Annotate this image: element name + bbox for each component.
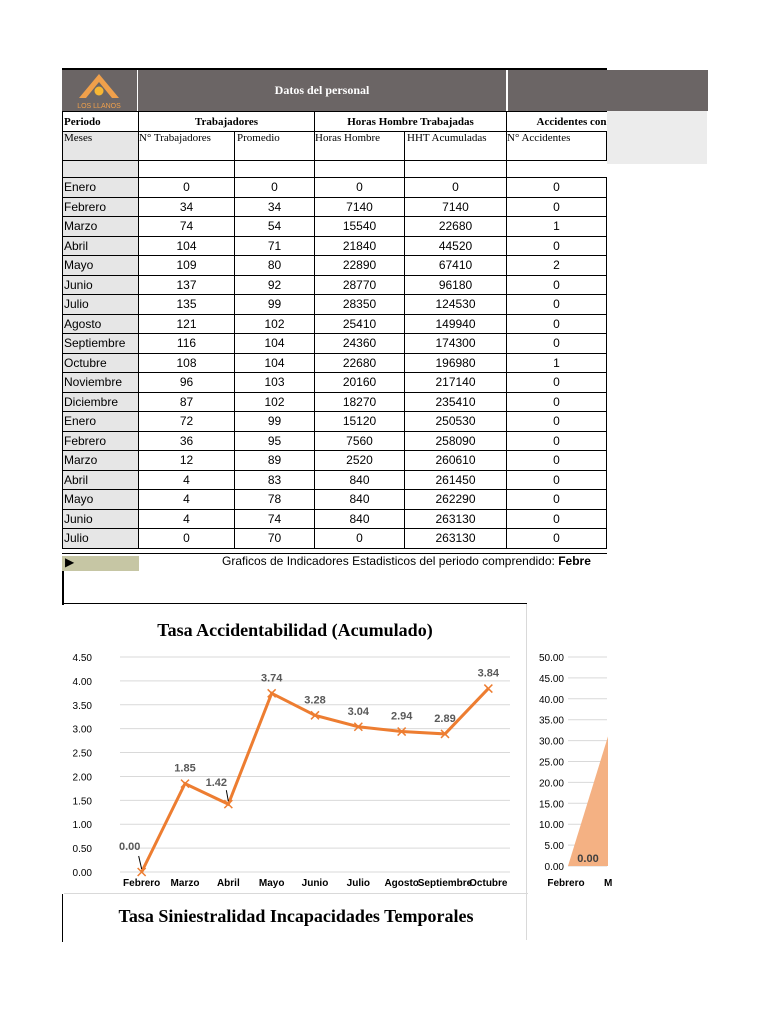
spacer-cell bbox=[507, 161, 607, 178]
data-label: 1.85 bbox=[174, 762, 196, 775]
value-cell: 92 bbox=[235, 275, 315, 295]
value-cell: 67410 bbox=[405, 256, 507, 276]
value-cell: 0 bbox=[507, 529, 607, 549]
horas-header: Horas Hombre Trabajadas bbox=[315, 112, 507, 132]
x-tick-label: Julio bbox=[346, 878, 371, 889]
value-cell: 2 bbox=[507, 256, 607, 276]
spacer-cell bbox=[235, 161, 315, 178]
x-tick-label: Septiembre bbox=[417, 878, 473, 889]
graficos-caption bbox=[222, 554, 591, 568]
value-cell: 78 bbox=[235, 490, 315, 510]
accidentabilidad-chart bbox=[64, 604, 526, 893]
table-row bbox=[63, 470, 607, 490]
table-row bbox=[63, 197, 607, 217]
value-cell: 109 bbox=[139, 256, 235, 276]
value-cell: 96 bbox=[139, 373, 235, 393]
value-cell: 0 bbox=[507, 373, 607, 393]
value-cell: 22680 bbox=[315, 353, 405, 373]
play-arrow-icon: ▶ bbox=[65, 555, 75, 569]
y-tick-label: 50.00 bbox=[538, 653, 564, 664]
value-cell: 103 bbox=[235, 373, 315, 393]
logo-text: LOS LLANOS bbox=[77, 103, 121, 110]
spacer-cell bbox=[405, 161, 507, 178]
table-column-header-row bbox=[63, 132, 607, 161]
value-cell: 196980 bbox=[405, 353, 507, 373]
value-cell: 70 bbox=[235, 529, 315, 549]
data-label: 2.89 bbox=[434, 712, 456, 725]
month-cell: Junio bbox=[63, 509, 139, 529]
value-cell: 28770 bbox=[315, 275, 405, 295]
value-cell: 137 bbox=[139, 275, 235, 295]
value-cell: 261450 bbox=[405, 470, 507, 490]
month-cell: Enero bbox=[63, 412, 139, 432]
month-cell: Febrero bbox=[63, 197, 139, 217]
data-label: 2.94 bbox=[390, 710, 413, 723]
value-cell: 174300 bbox=[405, 334, 507, 354]
y-tick-label: 0.00 bbox=[72, 868, 92, 879]
data-label: 3.28 bbox=[304, 694, 326, 707]
table-row bbox=[63, 509, 607, 529]
spacer-cell bbox=[315, 161, 405, 178]
value-cell: 34 bbox=[139, 197, 235, 217]
value-cell: 124530 bbox=[405, 295, 507, 315]
value-cell: 0 bbox=[507, 295, 607, 315]
value-cell: 0 bbox=[405, 178, 507, 198]
siniestralidad-chart-title: Tasa Siniestralidad Incapacidades Temporales bbox=[118, 906, 474, 926]
horas-hombre-column-header: Horas Hombre bbox=[315, 132, 405, 161]
month-cell: Abril bbox=[63, 470, 139, 490]
table-row bbox=[63, 334, 607, 354]
data-label: 0.00 bbox=[118, 841, 141, 853]
y-tick-label: 35.00 bbox=[538, 715, 564, 727]
month-cell: Mayo bbox=[63, 256, 139, 276]
y-tick-label: 4.50 bbox=[72, 653, 92, 664]
value-cell: 840 bbox=[315, 470, 405, 490]
datos-personal-header: Datos del personal bbox=[138, 70, 506, 111]
value-cell: 74 bbox=[139, 217, 235, 237]
table-spacer-row bbox=[63, 161, 607, 178]
hht-acumuladas-column-header: HHT Acumuladas bbox=[405, 132, 507, 161]
value-cell: 0 bbox=[507, 314, 607, 334]
table-row bbox=[63, 490, 607, 510]
data-label: 3.04 bbox=[347, 705, 370, 718]
table-row bbox=[63, 275, 607, 295]
value-cell: 7140 bbox=[315, 197, 405, 217]
value-cell: 102 bbox=[235, 314, 315, 334]
graficos-caption-text: Graficos de Indicadores Estadisticos del periodo comprendido: bbox=[222, 554, 559, 568]
table-row bbox=[63, 373, 607, 393]
spacer-cell bbox=[139, 161, 235, 178]
value-cell: 0 bbox=[139, 178, 235, 198]
value-cell: 18270 bbox=[315, 392, 405, 412]
value-cell: 0 bbox=[507, 392, 607, 412]
value-cell: 263130 bbox=[405, 529, 507, 549]
value-cell: 121 bbox=[139, 314, 235, 334]
trabajadores-header: Trabajadores bbox=[139, 112, 315, 132]
y-tick-label: 2.00 bbox=[72, 772, 92, 784]
y-tick-label: 15.00 bbox=[538, 799, 564, 811]
y-tick-label: 5.00 bbox=[544, 841, 564, 853]
second-chart bbox=[528, 604, 613, 893]
value-cell: 0 bbox=[507, 275, 607, 295]
value-cell: 0 bbox=[507, 236, 607, 256]
value-cell: 4 bbox=[139, 470, 235, 490]
y-tick-label: 3.00 bbox=[72, 724, 92, 736]
value-cell: 36 bbox=[139, 431, 235, 451]
value-cell: 262290 bbox=[405, 490, 507, 510]
accidentes-header: Accidentes con bbox=[507, 112, 607, 132]
data-label: 0.00 bbox=[577, 853, 599, 865]
value-cell: 34 bbox=[235, 197, 315, 217]
month-cell: Septiembre bbox=[63, 334, 139, 354]
y-tick-label: 10.00 bbox=[538, 820, 564, 832]
table-row bbox=[63, 295, 607, 315]
left-border-line bbox=[62, 571, 64, 605]
value-cell: 108 bbox=[139, 353, 235, 373]
value-cell: 0 bbox=[507, 509, 607, 529]
value-cell: 22680 bbox=[405, 217, 507, 237]
value-cell: 260610 bbox=[405, 451, 507, 471]
month-cell: Noviembre bbox=[63, 373, 139, 393]
table-row bbox=[63, 451, 607, 471]
table-group-header-row bbox=[63, 112, 607, 132]
periodo-header: Periodo bbox=[63, 112, 139, 132]
table-row bbox=[63, 353, 607, 373]
value-cell: 0 bbox=[507, 431, 607, 451]
y-tick-label: 45.00 bbox=[538, 673, 564, 685]
value-cell: 71 bbox=[235, 236, 315, 256]
value-cell: 0 bbox=[507, 197, 607, 217]
table-row bbox=[63, 178, 607, 198]
table-row bbox=[63, 392, 607, 412]
leader-line bbox=[226, 790, 228, 801]
value-cell: 104 bbox=[139, 236, 235, 256]
value-cell: 235410 bbox=[405, 392, 507, 412]
y-tick-label: 3.50 bbox=[72, 700, 92, 712]
meses-column-header: Meses bbox=[63, 132, 139, 161]
table-row bbox=[63, 431, 607, 451]
x-tick-label: Agosto bbox=[384, 878, 419, 889]
graficos-caption-bold: Febre bbox=[558, 554, 591, 568]
month-cell: Febrero bbox=[63, 431, 139, 451]
value-cell: 135 bbox=[139, 295, 235, 315]
month-cell: Marzo bbox=[63, 217, 139, 237]
value-cell: 21840 bbox=[315, 236, 405, 256]
value-cell: 1 bbox=[507, 217, 607, 237]
table-row bbox=[63, 412, 607, 432]
table-row bbox=[63, 217, 607, 237]
x-tick-label: M bbox=[604, 878, 613, 889]
value-cell: 217140 bbox=[405, 373, 507, 393]
y-tick-label: 40.00 bbox=[538, 694, 564, 706]
value-cell: 25410 bbox=[315, 314, 405, 334]
value-cell: 104 bbox=[235, 334, 315, 354]
value-cell: 116 bbox=[139, 334, 235, 354]
chart-separator bbox=[526, 604, 527, 940]
value-cell: 2520 bbox=[315, 451, 405, 471]
promedio-column-header: Promedio bbox=[235, 132, 315, 161]
company-logo bbox=[62, 70, 137, 111]
month-cell: Abril bbox=[63, 236, 139, 256]
x-tick-label: Mayo bbox=[258, 878, 285, 889]
value-cell: 0 bbox=[139, 529, 235, 549]
value-cell: 258090 bbox=[405, 431, 507, 451]
value-cell: 28350 bbox=[315, 295, 405, 315]
value-cell: 102 bbox=[235, 392, 315, 412]
data-label: 3.84 bbox=[477, 667, 500, 680]
value-cell: 4 bbox=[139, 509, 235, 529]
value-cell: 0 bbox=[507, 334, 607, 354]
value-cell: 99 bbox=[235, 295, 315, 315]
n-trabajadores-column-header: N° Trabajadores bbox=[139, 132, 235, 161]
table-row bbox=[63, 529, 607, 549]
value-cell: 4 bbox=[139, 490, 235, 510]
value-cell: 7140 bbox=[405, 197, 507, 217]
month-cell: Julio bbox=[63, 295, 139, 315]
value-cell: 0 bbox=[315, 178, 405, 198]
value-cell: 149940 bbox=[405, 314, 507, 334]
header-grey-extension bbox=[607, 111, 707, 164]
data-label: 1.42 bbox=[205, 777, 228, 790]
value-cell: 250530 bbox=[405, 412, 507, 432]
table-row bbox=[63, 314, 607, 334]
month-cell: Marzo bbox=[63, 451, 139, 471]
value-cell: 12 bbox=[139, 451, 235, 471]
value-cell: 99 bbox=[235, 412, 315, 432]
spacer-cell bbox=[63, 161, 139, 178]
value-cell: 87 bbox=[139, 392, 235, 412]
value-cell: 0 bbox=[507, 412, 607, 432]
value-cell: 96180 bbox=[405, 275, 507, 295]
value-cell: 54 bbox=[235, 217, 315, 237]
value-cell: 0 bbox=[507, 178, 607, 198]
value-cell: 44520 bbox=[405, 236, 507, 256]
value-cell: 15120 bbox=[315, 412, 405, 432]
data-label: 3.74 bbox=[260, 672, 283, 685]
y-tick-label: 0.50 bbox=[72, 844, 92, 856]
month-cell: Diciembre bbox=[63, 392, 139, 412]
chart-title: Tasa Accidentabilidad (Acumulado) bbox=[157, 620, 433, 640]
data-point-marker bbox=[484, 685, 492, 693]
y-tick-label: 1.00 bbox=[72, 820, 92, 832]
month-cell: Mayo bbox=[63, 490, 139, 510]
value-cell: 95 bbox=[235, 431, 315, 451]
x-tick-label: Junio bbox=[301, 878, 329, 889]
month-cell: Junio bbox=[63, 275, 139, 295]
x-tick-label: Febrero bbox=[123, 878, 161, 889]
value-cell: 15540 bbox=[315, 217, 405, 237]
value-cell: 0 bbox=[507, 490, 607, 510]
value-cell: 83 bbox=[235, 470, 315, 490]
value-cell: 7560 bbox=[315, 431, 405, 451]
table-row bbox=[63, 236, 607, 256]
value-cell: 1 bbox=[507, 353, 607, 373]
value-cell: 20160 bbox=[315, 373, 405, 393]
x-tick-label: Abril bbox=[216, 878, 240, 889]
month-cell: Octubre bbox=[63, 353, 139, 373]
table-row bbox=[63, 256, 607, 276]
value-cell: 263130 bbox=[405, 509, 507, 529]
y-tick-label: 4.00 bbox=[72, 676, 92, 688]
value-cell: 840 bbox=[315, 490, 405, 510]
value-cell: 0 bbox=[315, 529, 405, 549]
value-cell: 104 bbox=[235, 353, 315, 373]
logo-cell bbox=[62, 70, 138, 111]
month-cell: Agosto bbox=[63, 314, 139, 334]
x-tick-label: Febrero bbox=[547, 878, 585, 889]
value-cell: 840 bbox=[315, 509, 405, 529]
leader-line bbox=[139, 856, 142, 869]
month-cell: Julio bbox=[63, 529, 139, 549]
value-cell: 0 bbox=[235, 178, 315, 198]
n-accidentes-column-header: N° Accidentes bbox=[507, 132, 607, 161]
header-dark-extension bbox=[507, 70, 708, 111]
y-tick-label: 20.00 bbox=[538, 778, 564, 790]
y-tick-label: 1.50 bbox=[72, 796, 92, 808]
y-tick-label: 0.00 bbox=[544, 862, 564, 873]
value-cell: 89 bbox=[235, 451, 315, 471]
value-cell: 72 bbox=[139, 412, 235, 432]
value-cell: 24360 bbox=[315, 334, 405, 354]
chart-bottom-border bbox=[64, 893, 528, 894]
y-tick-label: 30.00 bbox=[538, 736, 564, 748]
left-border-line-bottom bbox=[62, 894, 63, 942]
x-tick-label: Marzo bbox=[170, 878, 200, 889]
value-cell: 80 bbox=[235, 256, 315, 276]
value-cell: 0 bbox=[507, 451, 607, 471]
month-cell: Enero bbox=[63, 178, 139, 198]
value-cell: 0 bbox=[507, 470, 607, 490]
series-area bbox=[568, 736, 608, 866]
y-tick-label: 2.50 bbox=[72, 748, 92, 760]
y-tick-label: 25.00 bbox=[538, 757, 564, 769]
personnel-table bbox=[62, 111, 607, 549]
value-cell: 22890 bbox=[315, 256, 405, 276]
value-cell: 74 bbox=[235, 509, 315, 529]
x-tick-label: Octubre bbox=[469, 878, 508, 889]
